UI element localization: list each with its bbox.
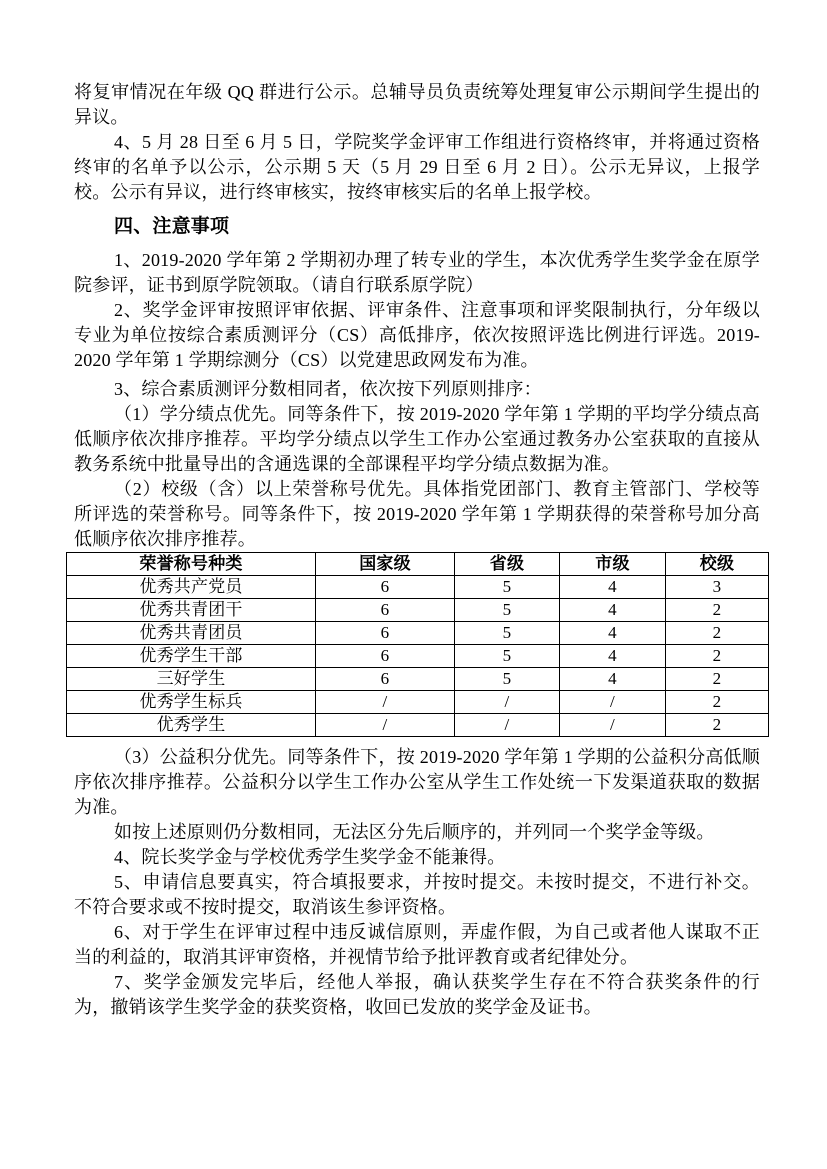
table-cell: 4	[560, 576, 666, 599]
paragraph-rule-2: （2）校级（含）以上荣誉称号优先。具体指党团部门、教育主管部门、学校等所评选的荣誉称号。同等条件下，按 2019-2020 学年第 1 学期获得的荣誉称号加分高低顺序依次排序推荐。	[74, 479, 760, 549]
table-cell: 5	[455, 645, 560, 668]
paragraph-note-3-intro: 3、综合素质测评分数相同者，依次按下列原则排序：	[114, 379, 542, 399]
table-header-cell: 荣誉称号种类	[67, 553, 316, 576]
paragraph-note-7: 7、奖学金颁发完毕后，经他人举报，确认获奖学生存在不符合获奖条件的行为，撤销该学生奖学金的获奖资格，收回已发放的奖学金及证书。	[74, 972, 760, 1017]
table-cell: 2	[666, 622, 769, 645]
table-cell: 6	[316, 576, 455, 599]
paragraph-note-1: 1、2019-2020 学年第 2 学期初办理了转专业的学生，本次优秀学生奖学金在原学院参评，证书到原学院领取。（请自行联系原学院）	[74, 250, 760, 295]
section-heading: 四、注意事项	[114, 216, 230, 237]
table-cell: /	[560, 691, 666, 714]
paragraph-note-4: 4、院长奖学金与学校优秀学生奖学金不能兼得。	[114, 847, 506, 867]
table-cell: 三好学生	[67, 668, 316, 691]
table-header-cell: 市级	[560, 553, 666, 576]
table-cell: 优秀共青团员	[67, 622, 316, 645]
table-header-row	[67, 553, 769, 576]
paragraph-continuation: 将复审情况在年级 QQ 群进行公示。总辅导员负责统筹处理复审公示期间学生提出的异议。	[74, 82, 760, 127]
table-row	[67, 576, 769, 599]
table-cell: 优秀学生	[67, 714, 316, 737]
table-header-cell: 校级	[666, 553, 769, 576]
document-body	[74, 80, 760, 1020]
table-cell: /	[316, 714, 455, 737]
table-cell: 2	[666, 599, 769, 622]
table-cell: 优秀共产党员	[67, 576, 316, 599]
table-cell: 6	[316, 645, 455, 668]
table-cell: 6	[316, 622, 455, 645]
paragraph-rule-3: （3）公益积分优先。同等条件下，按 2019-2020 学年第 1 学期的公益积分高低顺序依次排序推荐。公益积分以学生工作办公室从学生工作处统一下发渠道获取的数据为准。	[74, 747, 760, 817]
table-cell: /	[560, 714, 666, 737]
table-cell: 5	[455, 599, 560, 622]
paragraph-note-5: 5、申请信息要真实，符合填报要求，并按时提交。未按时提交，不进行补交。不符合要求或不按时提交，取消该生参评资格。	[74, 872, 760, 917]
table-row	[67, 668, 769, 691]
table-cell: 4	[560, 622, 666, 645]
table-cell: 2	[666, 645, 769, 668]
table-cell: 3	[666, 576, 769, 599]
table-cell: 5	[455, 668, 560, 691]
table-row	[67, 714, 769, 737]
paragraph-note-2: 2、奖学金评审按照评审依据、评审条件、注意事项和评奖限制执行，分年级以专业为单位按综合素质测评分（CS）高低排序，依次按照评选比例进行评选。2019-2020 学年第 1 学期综测分（CS）以党建思政网发布为准。	[74, 300, 760, 370]
table-header-cell: 省级	[455, 553, 560, 576]
honor-points-table	[66, 552, 769, 737]
table-header-cell: 国家级	[316, 553, 455, 576]
table-row	[67, 599, 769, 622]
table-cell: /	[316, 691, 455, 714]
table-row	[67, 622, 769, 645]
paragraph-rule-1: （1）学分绩点优先。同等条件下，按 2019-2020 学年第 1 学期的平均学分绩点高低顺序依次排序推荐。平均学分绩点以学生工作办公室通过教务办公室获取的直接从教务系统中批量导出的含通选课的全部课程平均学分绩点数据为准。	[74, 404, 760, 474]
table-cell: 4	[560, 668, 666, 691]
table-cell: 6	[316, 668, 455, 691]
table-row	[67, 691, 769, 714]
table-cell: 4	[560, 645, 666, 668]
table-cell: 2	[666, 691, 769, 714]
table-cell: 5	[455, 576, 560, 599]
table-cell: 优秀学生干部	[67, 645, 316, 668]
table-cell: 2	[666, 668, 769, 691]
table-cell: 6	[316, 599, 455, 622]
table-cell: 2	[666, 714, 769, 737]
table-cell: 4	[560, 599, 666, 622]
table-cell: 5	[455, 622, 560, 645]
table-cell: 优秀学生标兵	[67, 691, 316, 714]
paragraph-schedule-item-4: 4、5 月 28 日至 6 月 5 日，学院奖学金评审工作组进行资格终审，并将通过资格终审的名单予以公示，公示期 5 天（5 月 29 日至 6 月 2 日）。公示无异议，上报学校。公示有异议，进行终审核实，按终审核实后的名单上报学校。	[74, 132, 760, 202]
paragraph-note-6: 6、对于学生在评审过程中违反诚信原则，弄虚作假，为自己或者他人谋取不正当的利益的，取消其评审资格，并视情节给予批评教育或者纪律处分。	[74, 922, 760, 967]
table-cell: /	[455, 691, 560, 714]
table-cell: /	[455, 714, 560, 737]
table-row	[67, 645, 769, 668]
table-cell: 优秀共青团干	[67, 599, 316, 622]
paragraph-tie-rule: 如按上述原则仍分数相同，无法区分先后顺序的，并列同一个奖学金等级。	[114, 822, 715, 842]
